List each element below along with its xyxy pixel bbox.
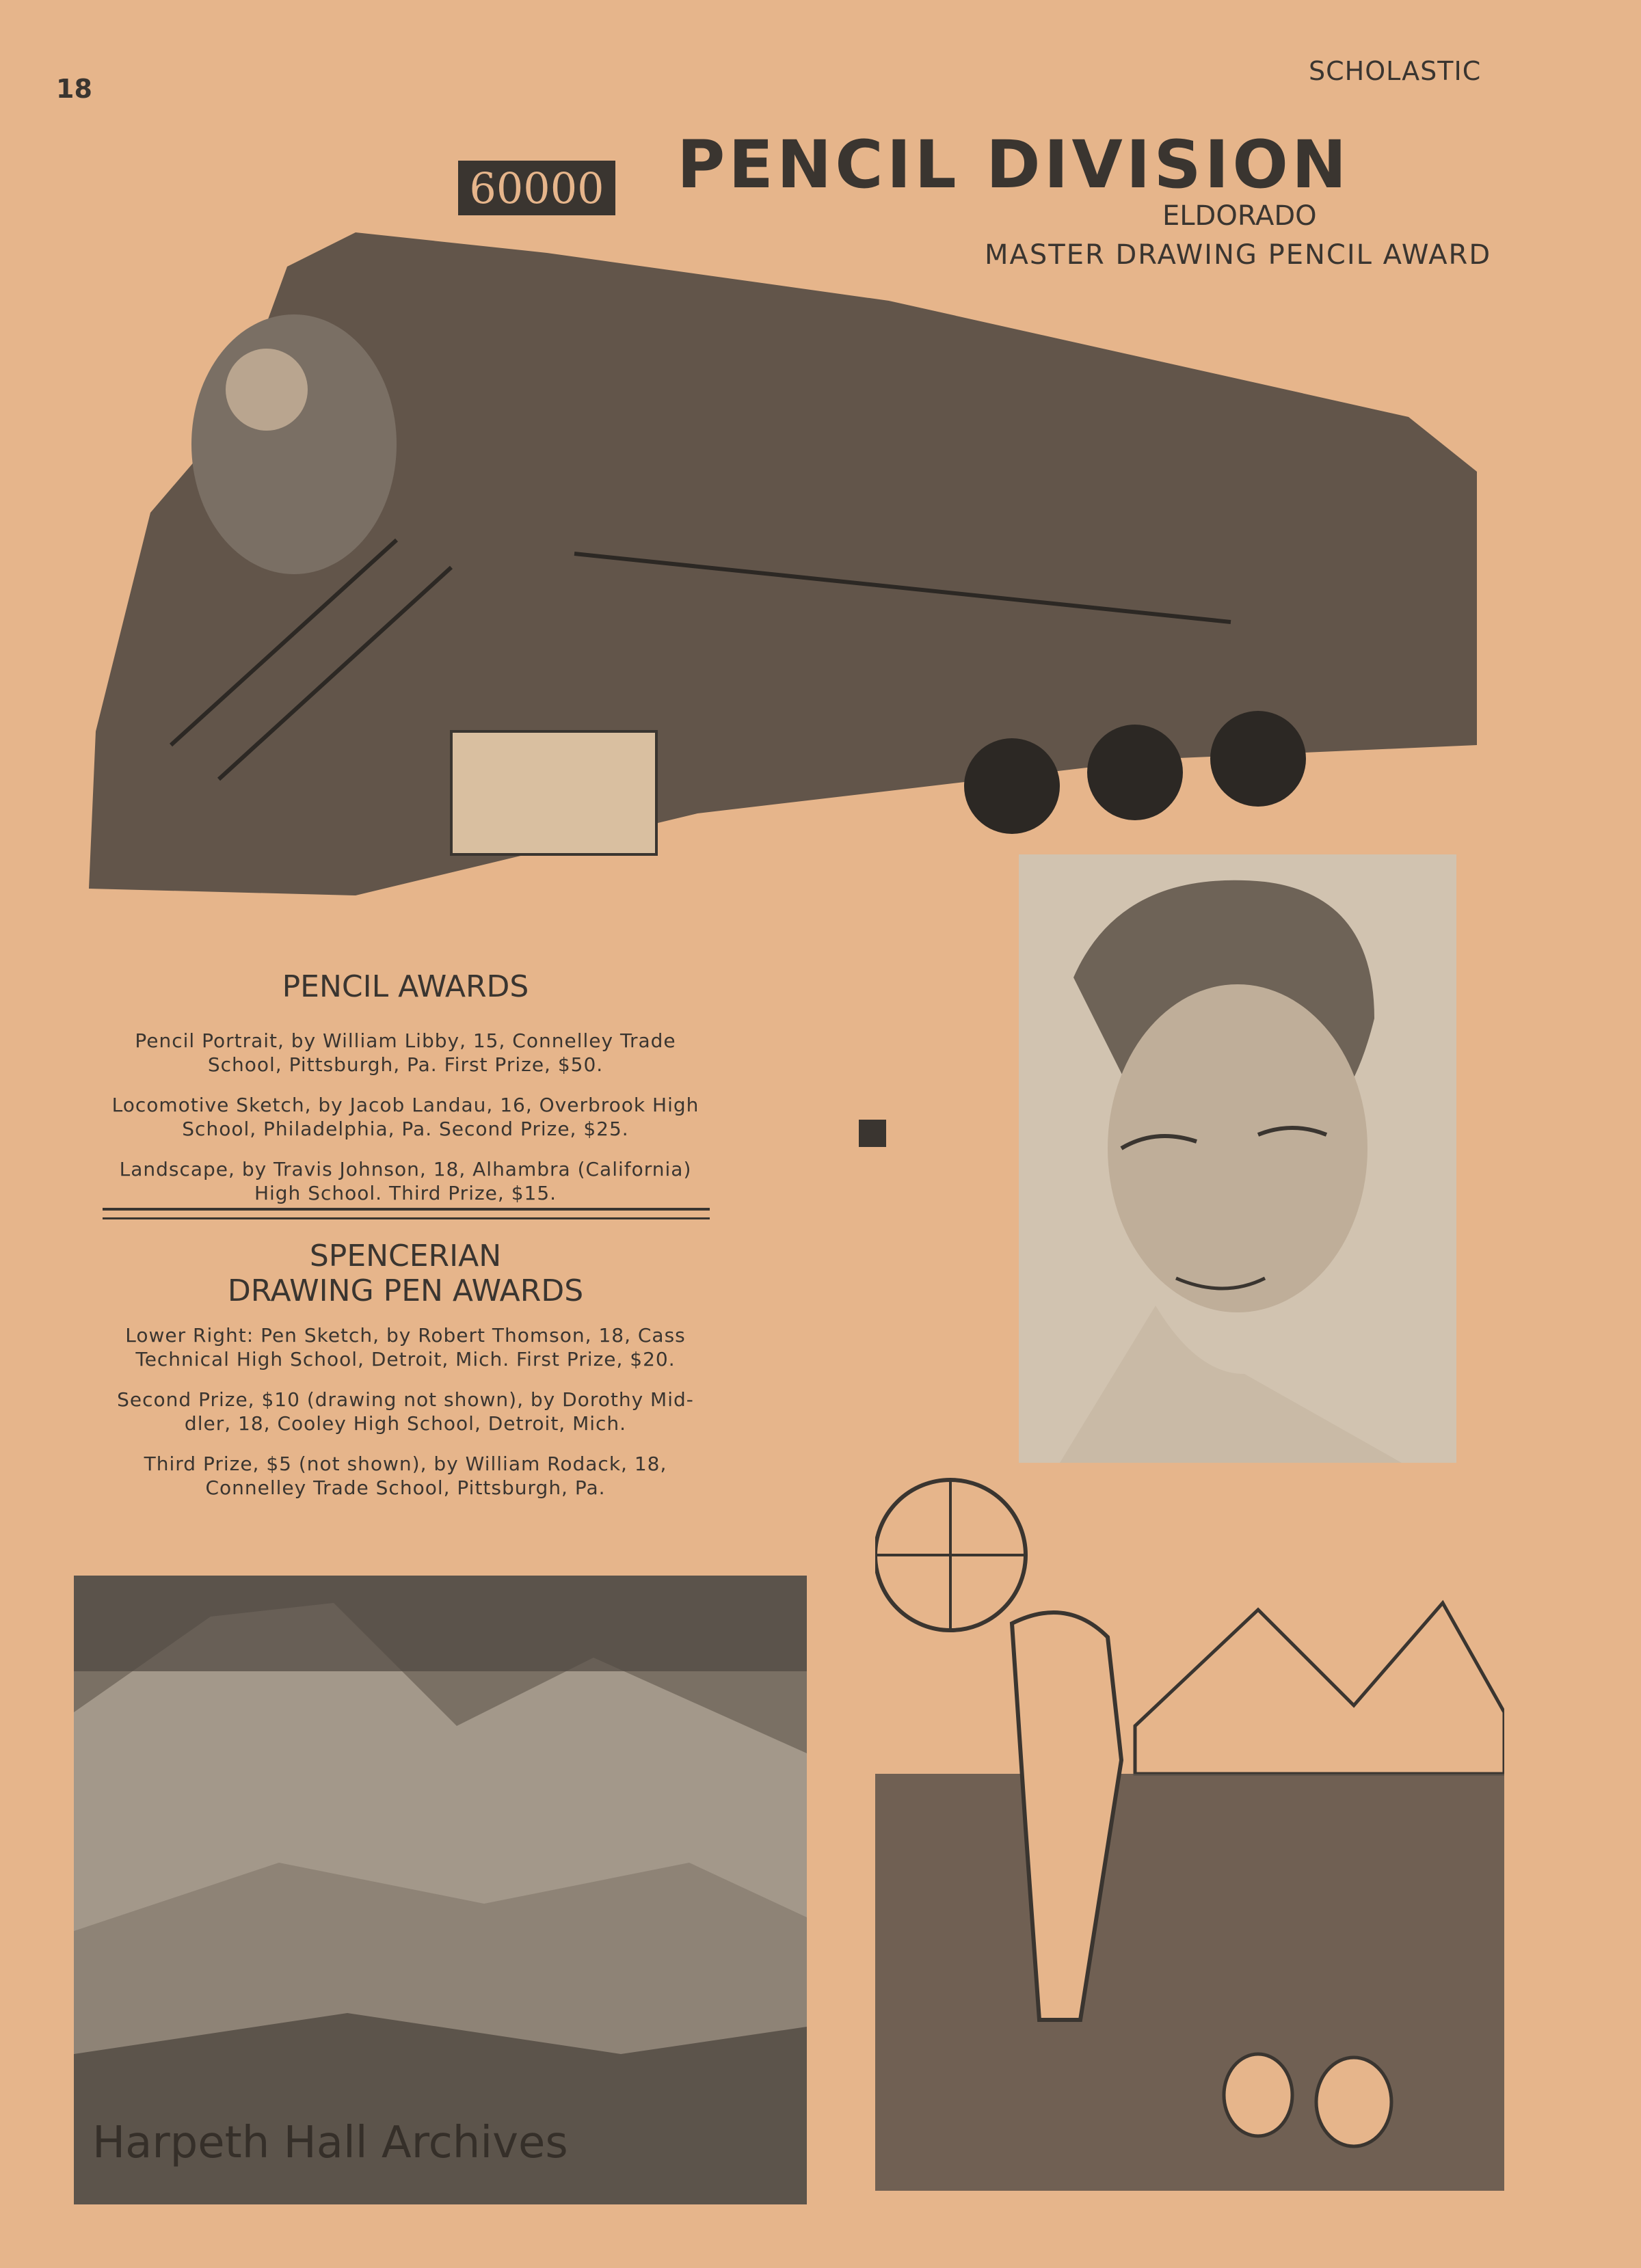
pencil-awards-heading: PENCIL AWARDS	[282, 969, 529, 1004]
award-name: MASTER DRAWING PENCIL AWARD	[985, 239, 1492, 271]
spencerian-heading: SPENCERIAN	[309, 1239, 502, 1273]
page-title: PENCIL DIVISION	[677, 126, 1350, 203]
drawing-pen-heading: DRAWING PEN AWARDS	[227, 1273, 584, 1308]
pen-award-entry: Lower Right: Pen Sketch, by Robert Thomson, 18, Cass Technical High School, Detroit, Mich. First Prize, $20.	[125, 1324, 686, 1371]
pencil-award-entry: Pencil Portrait, by William Libby, 15, Connelley Trade School, Pittsburgh, Pa. First Prize, $50.	[135, 1029, 676, 1076]
sponsor-name: ELDORADO	[1162, 200, 1317, 232]
pencil-award-entry: Locomotive Sketch, by Jacob Landau, 16, Overbrook High School, Philadelphia, Pa. Second Prize, $25.	[111, 1094, 699, 1140]
archive-watermark: Harpeth Hall Archives	[92, 2118, 568, 2168]
section-divider	[103, 1208, 710, 1219]
locomotive-number: 60000	[469, 163, 604, 213]
locomotive-drawing	[68, 130, 1491, 916]
pencil-award-entry: Landscape, by Travis Johnson, 18, Alhambra (California) High School. Third Prize, $15.	[119, 1158, 692, 1204]
portrait-drawing	[1019, 854, 1456, 1463]
fair-crowd-drawing	[875, 1418, 1504, 2191]
landscape-drawing	[74, 1576, 807, 2204]
page-number: 18	[56, 74, 92, 104]
magazine-name: SCHOLASTIC	[1309, 56, 1482, 86]
square-ornament	[859, 1120, 886, 1147]
pen-award-entry: Second Prize, $10 (drawing not shown), by Dorothy Mid- dler, 18, Cooley High School, Detroit, Mich.	[117, 1388, 694, 1435]
pen-award-entry: Third Prize, $5 (not shown), by William Rodack, 18, Connelley Trade School, Pittsburgh, Pa.	[144, 1453, 667, 1499]
